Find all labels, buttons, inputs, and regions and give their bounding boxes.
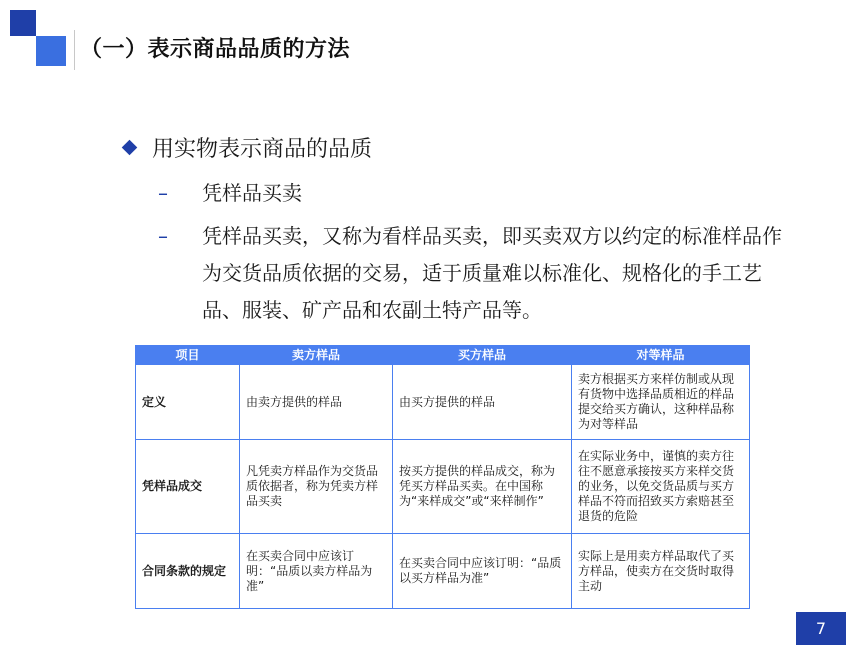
page-number: 7 (796, 612, 846, 645)
dash-bullet-icon: – (158, 224, 168, 248)
row-label: 定义 (136, 365, 240, 440)
table-cell: 由卖方提供的样品 (240, 365, 393, 440)
table-cell: 按买方提供的样品成交，称为凭买方样品买卖。在中国称为“来样成交”或“来样制作” (393, 440, 572, 534)
table-row (136, 440, 750, 534)
table-header-cell: 卖方样品 (240, 346, 393, 365)
main-bullet (122, 132, 372, 163)
table-cell: 卖方根据买方来样仿制或从现有货物中选择品质相近的样品提交给买方确认，这种样品称为对等样品 (572, 365, 750, 440)
sample-comparison-table (135, 345, 750, 609)
decor-square-light (36, 36, 66, 66)
table-row (136, 534, 750, 609)
title-divider (74, 30, 75, 70)
sub-item-text: 凭样品买卖 (202, 181, 302, 205)
table-row (136, 365, 750, 440)
table-cell: 由买方提供的样品 (393, 365, 572, 440)
row-label: 合同条款的规定 (136, 534, 240, 609)
page-title: （一）表示商品品质的方法 (80, 37, 351, 62)
table-cell: 在买卖合同中应该订明：“品质以卖方样品为准” (240, 534, 393, 609)
row-label: 凭样品成交 (136, 440, 240, 534)
sub-item-text: 凭样品买卖，又称为看样品买卖，即买卖双方以约定的标准样品作为交货品质依据的交易，适于质量难以标准化、规格化的手工艺品、服装、矿产品和农副土特产品等。 (202, 224, 782, 322)
main-bullet-text: 用实物表示商品的品质 (152, 137, 373, 162)
decor-square-dark (10, 10, 36, 36)
table-cell: 在实际业务中，谨慎的卖方往往不愿意承接按买方来样交货的业务，以免交货品质与买方样品不符而招致买方索赔甚至退货的危险 (572, 440, 750, 534)
dash-bullet-icon: – (158, 181, 168, 205)
table-cell: 凡凭卖方样品作为交货品质依据者，称为凭卖方样品买卖 (240, 440, 393, 534)
table-header-cell: 项目 (136, 346, 240, 365)
diamond-bullet-icon (122, 140, 138, 156)
table-header-cell: 买方样品 (393, 346, 572, 365)
table-cell: 实际上是用卖方样品取代了买方样品，使卖方在交货时取得主动 (572, 534, 750, 609)
table-cell: 在买卖合同中应该订明：“品质以买方样品为准” (393, 534, 572, 609)
table-header-cell: 对等样品 (572, 346, 750, 365)
table-header-row (136, 346, 750, 365)
